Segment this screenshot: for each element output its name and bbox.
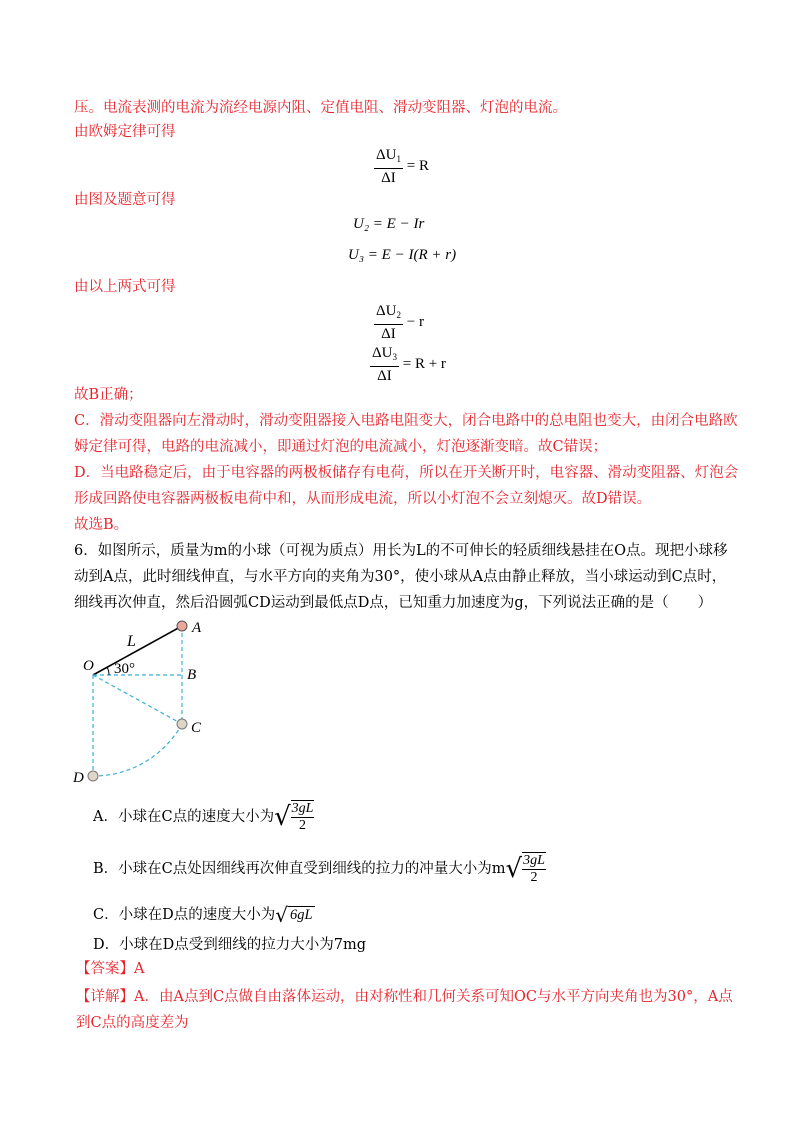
- label-angle: 30°: [114, 661, 135, 677]
- label-B: B: [187, 667, 197, 683]
- dashed-OC: [93, 675, 182, 724]
- detail-line-1: 【详解】A．由A点到C点做自由落体运动，由对称性和几何关系可知OC与水平方向夹角也为30°，A点: [76, 989, 733, 1005]
- equation-5: $\frac{\Delta U_3}{\Delta I}$ = R + r: [372, 345, 446, 384]
- option-c: C．小球在D点的速度大小为√ 6gL: [93, 903, 313, 927]
- explanation-line-3: 由图及题意可得: [74, 192, 176, 208]
- option-c-text: C．小球在D点的速度大小为: [93, 907, 276, 923]
- answer-line: 【答案】A: [76, 961, 145, 977]
- question-line-2: 动到A点，此时细线伸直，与水平方向的夹角为30°，使小球从A点由静止释放，当小球运动到C点时，: [74, 569, 727, 585]
- question-line-1: 6．如图所示，质量为m的小球（可视为质点）用长为L的不可伸长的轻质细线悬挂在O点。现把小球移: [74, 543, 728, 559]
- equation-2: U₂ = E − Ir: [353, 216, 425, 232]
- arc-CD: [93, 724, 182, 776]
- label-L: L: [127, 633, 136, 650]
- explanation-line-10: 故选B。: [74, 517, 129, 533]
- label-C: C: [191, 720, 202, 736]
- string-OA: [93, 626, 182, 675]
- explanation-line-6: C．滑动变阻器向左滑动时，滑动变阻器接入电路电阻变大，闭合电路中的总电阻也变大，由闭合电路欧: [74, 413, 738, 429]
- explanation-line-2: 由欧姆定律可得: [74, 124, 176, 140]
- option-d: D．小球在D点受到细线的拉力大小为7mg: [93, 937, 367, 953]
- label-D: D: [73, 770, 84, 786]
- explanation-line-8: D．当电路稳定后，由于电容器的两极板储存有电荷，所以在开关断开时，电容器、滑动变阻器、灯泡会: [74, 465, 739, 481]
- ball-C: [177, 719, 187, 729]
- explanation-line-5: 故B正确；: [74, 387, 143, 403]
- option-b-text: B．小球在C点处因细线再次伸直受到细线的拉力的冲量大小为m: [93, 861, 506, 877]
- detail-line-2: 到C点的高度差为: [76, 1015, 189, 1031]
- pendulum-diagram: [70, 610, 230, 790]
- label-O: O: [83, 658, 94, 674]
- label-A: A: [192, 620, 202, 636]
- angle-arc: [107, 667, 109, 675]
- equation-1: $\frac{\Delta U_1}{\Delta I}$ = R: [376, 147, 429, 186]
- ball-D: [88, 771, 98, 781]
- equation-3: U₃ = E − I(R + r): [348, 247, 457, 263]
- explanation-line-7: 姆定律可得，电路的电流减小，即通过灯泡的电流减小，灯泡逐渐变暗。故C错误；: [74, 439, 608, 455]
- question-line-3: 细线再次伸直，然后沿圆弧CD运动到最低点D点，已知重力加速度为g，下列说法正确的是（ ）: [74, 595, 713, 611]
- ball-A: [177, 621, 187, 631]
- explanation-line-1: 压。电流表测的电流为流经电源内阻、定值电阻、滑动变阻器、灯泡的电流。: [74, 100, 567, 116]
- explanation-line-9: 形成回路使电容器两极板电荷中和，从而形成电流，所以小灯泡不会立刻熄灭。故D错误。: [74, 491, 652, 507]
- option-b: B．小球在C点处因细线再次伸直受到细线的拉力的冲量大小为m√ $\frac{3gL}{2}$: [93, 853, 545, 885]
- explanation-line-4: 由以上两式可得: [74, 279, 176, 295]
- equation-4: $\frac{\Delta U_2}{\Delta I}$ − r: [376, 303, 424, 342]
- option-a: A．小球在C点的速度大小为√ $\frac{3gL}{2}$: [93, 801, 314, 833]
- option-a-text: A．小球在C点的速度大小为: [93, 809, 275, 825]
